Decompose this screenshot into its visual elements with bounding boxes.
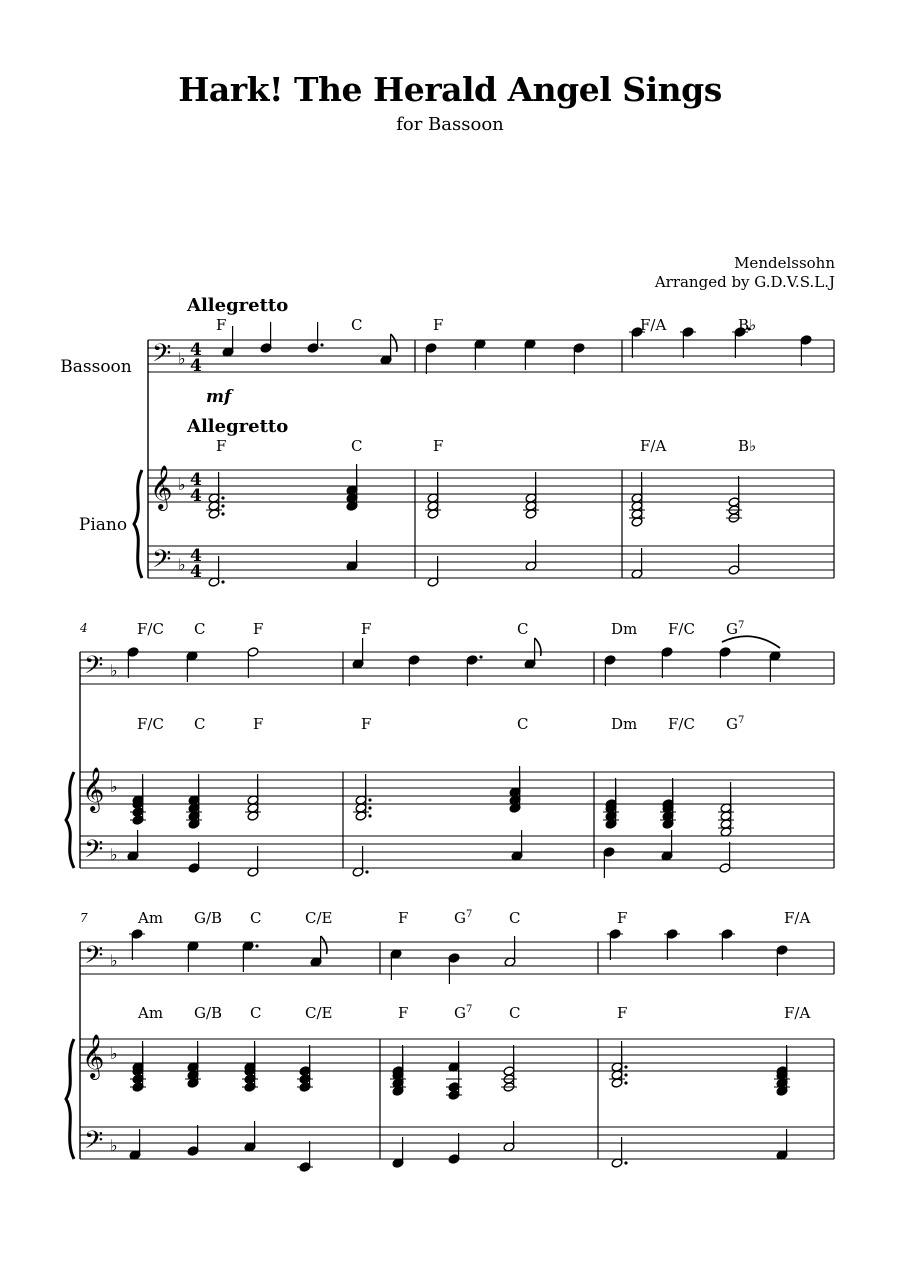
treble-clef-icon: 𝄞	[82, 1034, 105, 1078]
augmentation-dot	[624, 1081, 627, 1084]
tie-slur	[722, 636, 780, 648]
augmentation-dot	[365, 870, 368, 873]
augmentation-dot	[255, 944, 258, 947]
key-flat-icon: ♭	[178, 349, 186, 368]
augmentation-dot	[320, 343, 323, 346]
time-signature-bottom: 4	[190, 562, 202, 582]
chord-symbol: C	[517, 620, 529, 638]
time-signature-bottom: 4	[190, 486, 202, 506]
chord-symbol: F	[433, 437, 444, 455]
augmentation-dot	[368, 806, 371, 809]
dynamic-marking: mf	[206, 387, 232, 407]
chord-symbol: F	[216, 316, 227, 334]
chord-symbol: C	[509, 1004, 521, 1022]
tempo-marking: Allegretto	[187, 416, 289, 437]
bass-clef-icon: 𝄢	[84, 835, 104, 870]
time-signature-top: 4	[190, 340, 202, 360]
chord-symbol: Am	[138, 1004, 164, 1022]
treble-clef-icon: 𝄞	[150, 465, 173, 509]
chord-symbol: F	[617, 909, 628, 927]
text-layer	[60, 295, 810, 1022]
eighth-flag	[321, 936, 327, 954]
arranger-credit: Arranged by G.D.V.S.L.J	[654, 273, 835, 291]
chord-symbol: C/E	[305, 1004, 333, 1022]
score-title: Hark! The Herald Angel Sings	[178, 70, 722, 109]
chord-symbol: C	[517, 715, 529, 733]
chord-symbol: F/C	[668, 715, 695, 733]
augmentation-dot	[368, 798, 371, 801]
chord-symbol: B♭	[738, 437, 757, 455]
piano-brace-icon	[66, 772, 74, 868]
augmentation-dot	[479, 655, 482, 658]
chord-symbol: G/B	[194, 1004, 223, 1022]
instrument-label-piano: Piano	[78, 515, 128, 535]
chord-symbol: F	[216, 437, 227, 455]
instrument-label-bassoon: Bassoon	[60, 357, 132, 377]
chord-symbol: F	[253, 715, 264, 733]
chord-symbol: F/A	[784, 1004, 811, 1022]
chord-symbol: C	[250, 1004, 262, 1022]
chord-symbol: F	[617, 1004, 628, 1022]
time-signature-top: 4	[190, 470, 202, 490]
chord-symbol: B♭	[738, 316, 757, 334]
key-flat-icon: ♭	[110, 777, 118, 796]
measure-number: 4	[80, 621, 88, 635]
key-flat-icon: ♭	[110, 951, 118, 970]
bass-clef-icon: 𝄢	[152, 545, 172, 580]
chord-symbol: F	[398, 1004, 409, 1022]
bass-clef-icon: 𝄢	[84, 1126, 104, 1161]
notes-layer	[127, 322, 812, 1172]
augmentation-dot	[624, 1065, 627, 1068]
chord-symbol: F	[433, 316, 444, 334]
augmentation-dot	[221, 496, 224, 499]
chord-symbol: C	[509, 909, 521, 927]
chord-symbol: Dm	[611, 620, 638, 638]
augmentation-dot	[221, 512, 224, 515]
eighth-flag	[391, 334, 397, 352]
composer-credit: Mendelssohn	[734, 254, 835, 272]
chord-symbol: F/C	[137, 620, 164, 638]
chord-symbol: F	[361, 715, 372, 733]
chord-symbol: F	[398, 909, 409, 927]
chord-symbol: F	[253, 620, 264, 638]
staves-layer	[66, 339, 834, 1161]
key-flat-icon: ♭	[110, 1044, 118, 1063]
chord-symbol: F/C	[668, 620, 695, 638]
chord-symbol: C	[250, 909, 262, 927]
piano-brace-icon	[134, 470, 142, 578]
chord-symbol: $G^7$	[726, 715, 745, 733]
chord-symbol: $G^7$	[726, 620, 745, 638]
chord-symbol: Am	[138, 909, 164, 927]
key-flat-icon: ♭	[178, 555, 186, 574]
chord-symbol: C	[194, 715, 206, 733]
augmentation-dot	[624, 1161, 627, 1164]
chord-symbol: F	[361, 620, 372, 638]
piano-brace-icon	[66, 1039, 74, 1159]
score-subtitle: for Bassoon	[396, 114, 504, 135]
time-signature-bottom: 4	[190, 356, 202, 376]
augmentation-dot	[624, 1073, 627, 1076]
chord-symbol: G/B	[194, 909, 223, 927]
treble-clef-icon: 𝄞	[82, 767, 105, 811]
key-flat-icon: ♭	[110, 845, 118, 864]
key-flat-icon: ♭	[110, 1136, 118, 1155]
augmentation-dot	[221, 504, 224, 507]
bass-clef-icon: 𝄢	[84, 941, 104, 976]
chord-symbol: F/A	[784, 909, 811, 927]
chord-symbol: $G^7$	[454, 1004, 473, 1022]
chord-symbol: F/A	[640, 437, 667, 455]
chord-symbol: C	[351, 316, 363, 334]
key-flat-icon: ♭	[110, 661, 118, 680]
bass-clef-icon: 𝄢	[152, 339, 172, 374]
tempo-marking: Allegretto	[187, 295, 289, 316]
chord-symbol: C	[351, 437, 363, 455]
chord-symbol: C	[194, 620, 206, 638]
chord-symbol: F/C	[137, 715, 164, 733]
measure-number: 7	[80, 911, 88, 925]
augmentation-dot	[368, 814, 371, 817]
chord-symbol: Dm	[611, 715, 638, 733]
bass-clef-icon: 𝄢	[84, 651, 104, 686]
chord-symbol: F/A	[640, 316, 667, 334]
chord-symbol: C/E	[305, 909, 333, 927]
augmentation-dot	[221, 580, 224, 583]
key-flat-icon: ♭	[178, 475, 186, 494]
time-signature-top: 4	[190, 546, 202, 566]
eighth-flag	[535, 638, 541, 656]
chord-symbol: $G^7$	[454, 909, 473, 927]
